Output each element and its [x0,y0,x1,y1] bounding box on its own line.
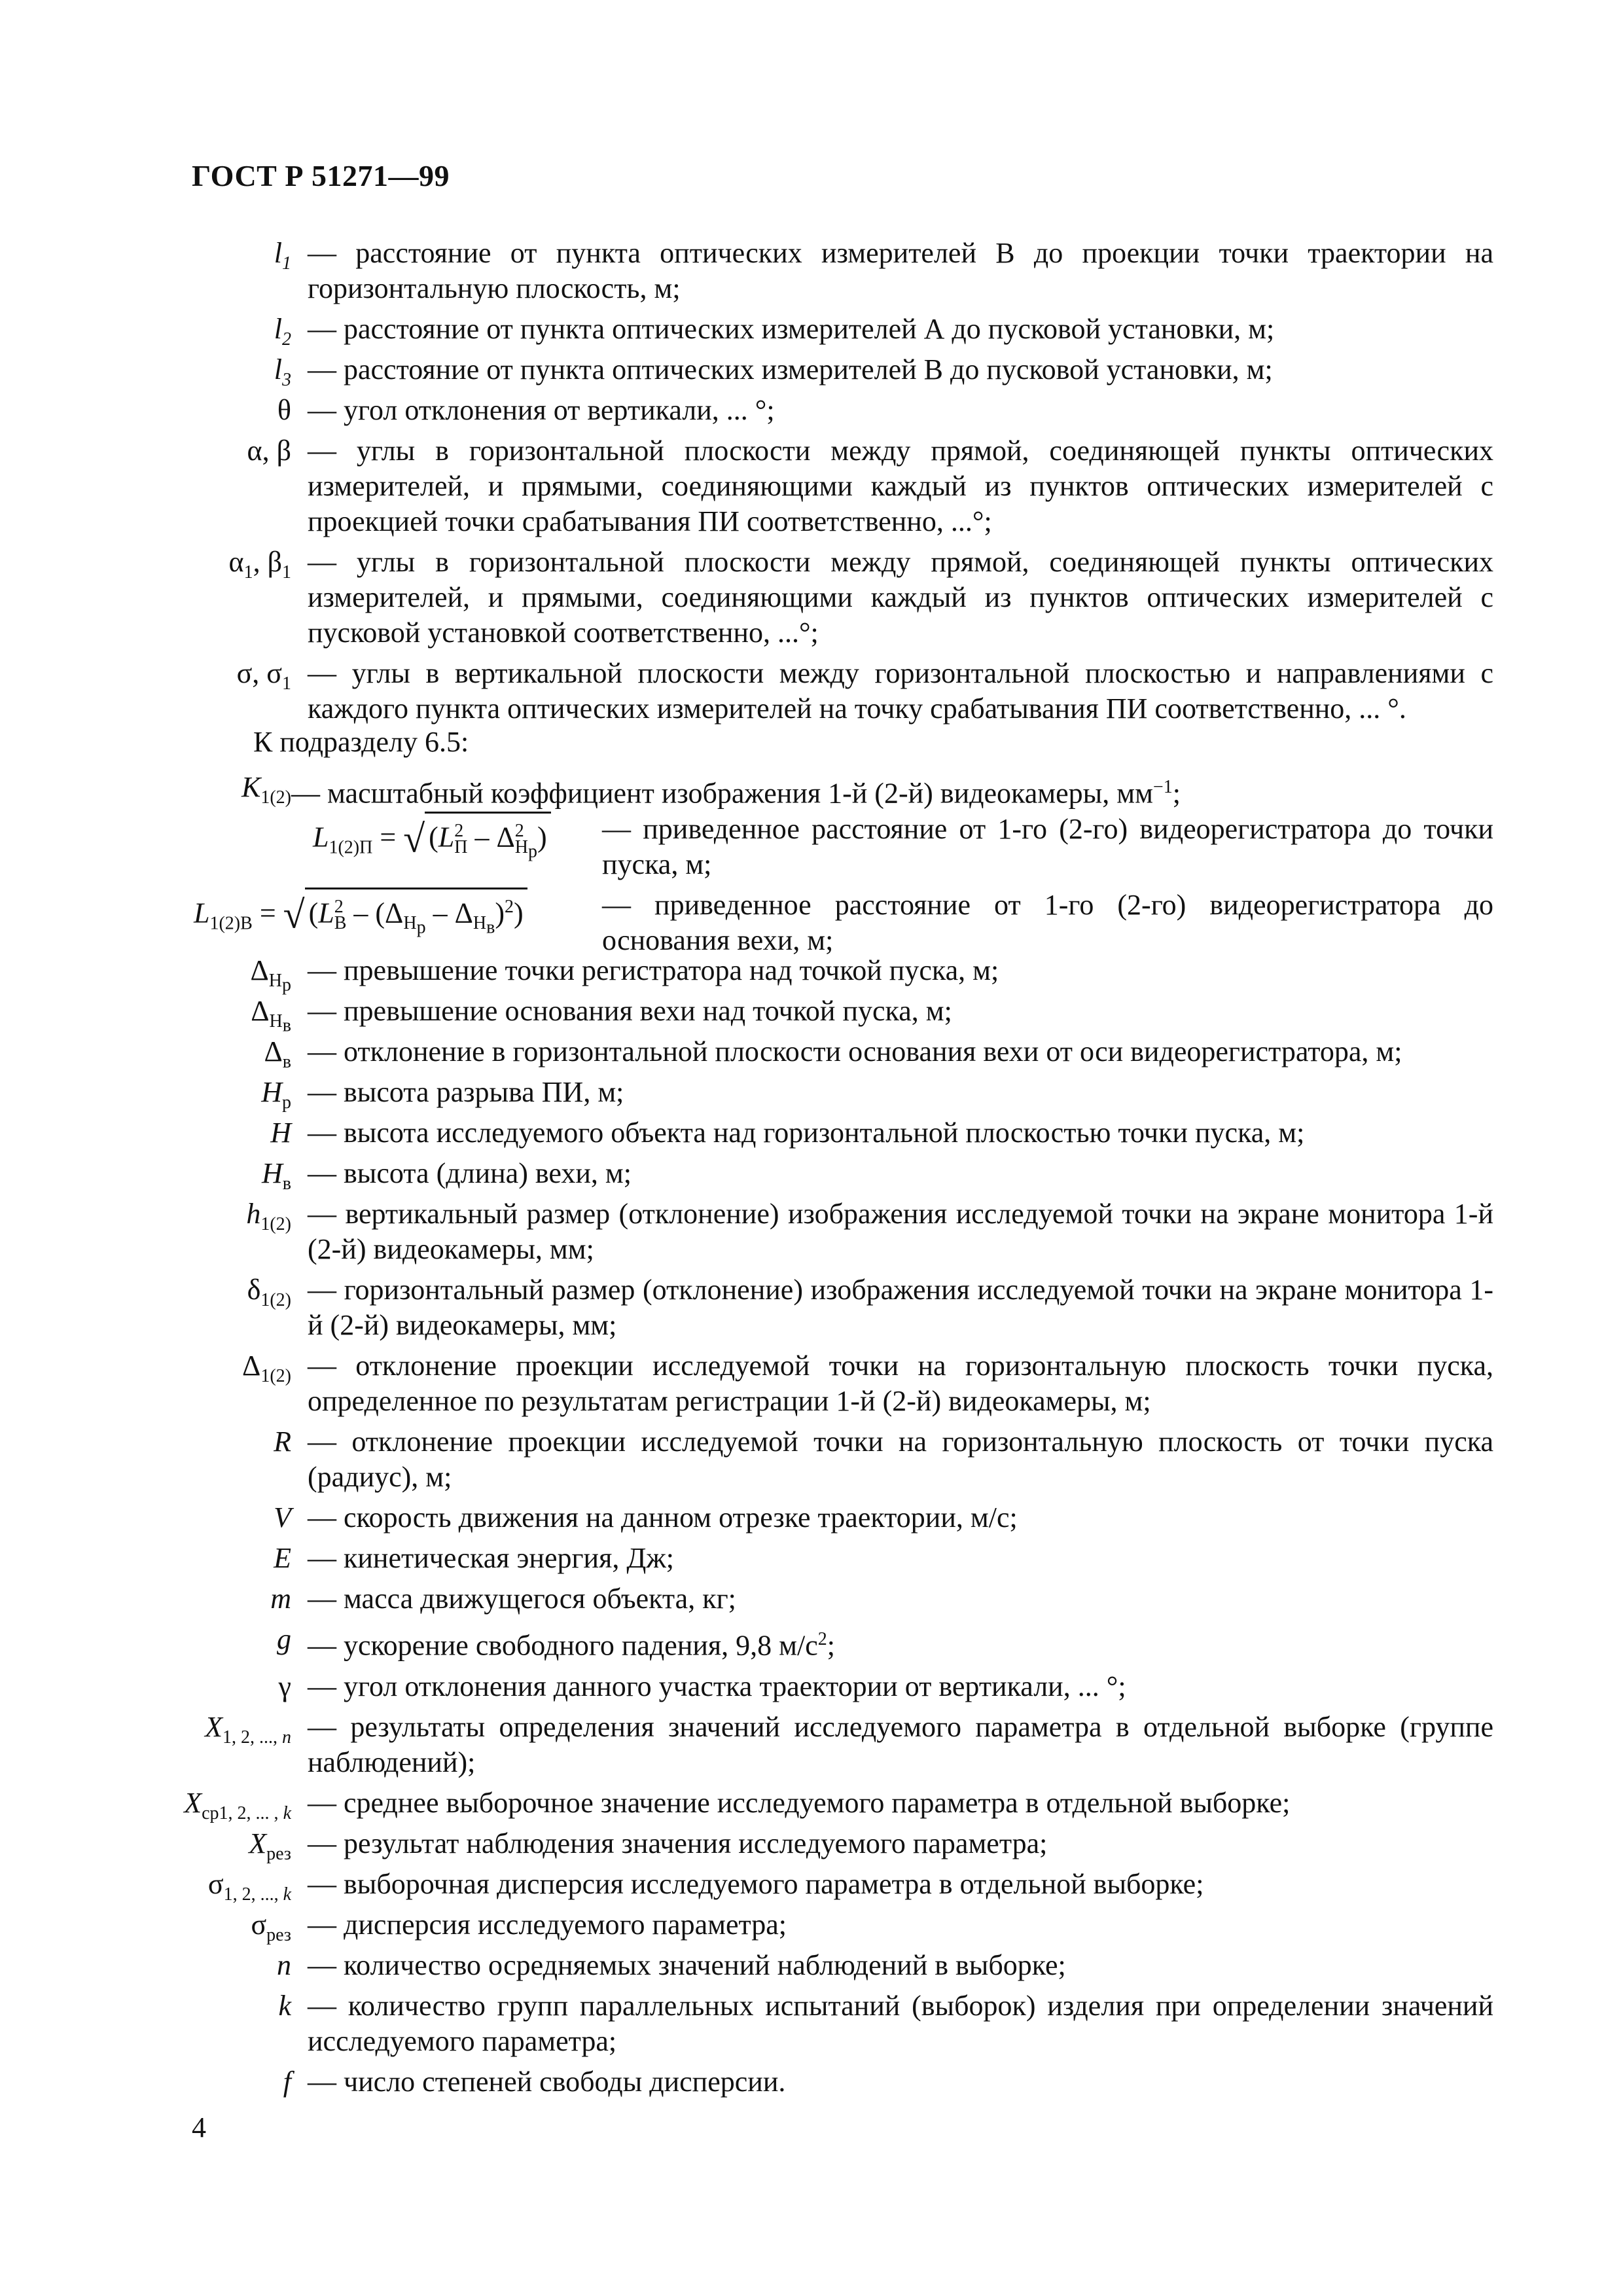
definition-item [0,1907,1623,1943]
definition-item [0,1500,1623,1535]
def-symbol: $\delta_{1(2)}$ [247,1274,291,1310]
definition-item [0,1988,1623,2059]
definitions-block-1 [0,236,1623,732]
def-text: — кинетическая энергия, Дж; [308,1542,674,1574]
definition-item [0,1034,1623,1072]
def-text: — количество групп параллельных испытаний (выборок) изделия при определении значений исследуемого параметра; [308,1989,1493,2057]
def-symbol: $\sigma_{рез}$ [251,1908,291,1945]
def-text: — отклонение проекции исследуемой точки на горизонтальную плоскость точки пуска, определенное по результатам регистрации 1-й (2-й) видеокамеры, м; [308,1350,1493,1417]
definition-item [0,1541,1623,1576]
definition-item [0,352,1623,390]
def-symbol: H [270,1117,291,1149]
definition-item [0,1867,1623,1905]
def-text: — расстояние от пункта оптических измерителей А до пусковой установки, м; [308,313,1275,345]
definition-item [0,1826,1623,1864]
def-text: — масса движущегося объекта, кг; [308,1583,736,1615]
def-symbol: α, β [247,435,291,467]
def-text: — отклонение проекции исследуемой точки на горизонтальную плоскость от точки пуска (радиус), м; [308,1426,1493,1493]
def-symbol: m [270,1583,291,1615]
def-symbol: σ, $\sigma_1$ [236,657,291,694]
def-symbol: $X_{рез}$ [249,1827,291,1864]
def-symbol: γ [278,1670,291,1702]
def-text: — высота разрыва ПИ, м; [308,1076,624,1108]
def-text: — угол отклонения данного участка траектории от вертикали, ... °; [308,1670,1126,1702]
definition-item [0,1785,1623,1821]
definition-item [0,1115,1623,1151]
def-text: — ускорение свободного падения, 9,8 $м/с^2$; [308,1629,835,1662]
definition-item [0,994,1623,1036]
definition-item [0,1669,1623,1704]
def-text: — высота исследуемого объекта над горизонтальной плоскостью точки пуска, м; [308,1117,1305,1149]
def-text: — отклонение в горизонтальной плоскости основания вехи от оси видеорегистратора, м; [308,1035,1402,1067]
page-number: 4 [192,2111,206,2144]
def-symbol: $\Delta_в$ [264,1035,291,1072]
def-text: — масштабный коэффициент изображения 1-й (2-й) видеокамеры, $мм^{-1}$; [291,777,1181,810]
definition-item [0,1196,1623,1267]
definition-item [0,656,1623,726]
def-symbol: k [278,1989,291,2022]
definition-item [0,545,1623,651]
def-symbol: $H_р$ [261,1076,291,1113]
def-symbol: $l_1$ [274,237,291,274]
def-text: — углы в горизонтальной плоскости между прямой, соединяющей пункты оптических измерителей, и прямыми, соединяющими каждый из пунктов оптических измерителей с пусковой установкой соответственно, ...°; [308,546,1493,649]
definition-item [0,1948,1623,1983]
def-text: — число степеней свободы дисперсии. [308,2065,786,2098]
def-text: — углы в вертикальной плоскости между горизонтальной плоскостью и направлениями с каждого пункта оптических измерителей на точку срабатывания ПИ соответственно, ... °. [308,657,1493,725]
def-symbol: R [274,1426,291,1458]
def-symbol: V [274,1501,291,1534]
def-symbol: $X_{1, 2, ..., n}$ [205,1710,291,1748]
section-title: К подразделу 6.5: [253,726,469,758]
def-text: — скорость движения на данном отрезке траектории, м/с; [308,1501,1018,1534]
def-text: — углы в горизонтальной плоскости между прямой, соединяющей пункты оптических измерителей, и прямыми, соединяющими каждый из пунктов оптических измерителей с проекцией точки срабатывания ПИ соответственно, ...°; [308,435,1493,537]
formula-l12p: $L_{1(2)П}$ = √ $(L^2_П - \Delta^2_{H_р})$ [313,812,551,870]
def-text: — горизонтальный размер (отклонение) изображения исследуемой точки на экране монитора 1-й (2-й) видеокамеры, мм; [308,1274,1493,1341]
def-symbol: θ [277,394,291,426]
def-text: — количество осредняемых значений наблюдений в выборке; [308,1948,1066,1981]
def-symbol: $K_{1(2)}$ [241,771,291,808]
definition-item [0,953,1623,996]
def-symbol: $h_{1(2)}$ [246,1198,291,1234]
def-text: — результат наблюдения значения исследуемого параметра; [308,1827,1048,1859]
def-symbol: $\alpha_1$, $\beta_1$ [228,546,291,583]
definition-item [0,1272,1623,1343]
def-text: — приведенное расстояние от 1-го (2-го) видеорегистратора до основания вехи, м; [602,889,1493,956]
def-symbol: $\Delta_{1(2)}$ [242,1350,291,1386]
def-symbol: $\sigma_{1, 2, ..., k}$ [207,1867,291,1905]
definition-item [0,1710,1623,1780]
definition-item [0,1622,1623,1664]
def-symbol: $\Delta_{H_в}$ [251,995,291,1036]
definition-item [0,2064,1623,2100]
def-symbol: n [277,1948,291,1981]
def-symbol: E [274,1542,291,1574]
def-text: — приведенное расстояние от 1-го (2-го) видеорегистратора до точки пуска, м; [602,813,1493,880]
def-symbol: $H_в$ [261,1157,291,1194]
document-header: ГОСТ Р 51271—99 [192,159,450,192]
definition-item [0,236,1623,306]
def-text: — выборочная дисперсия исследуемого параметра в отдельной выборке; [308,1867,1204,1900]
def-text: — расстояние от пункта оптических измерителей В до пусковой установки, м; [308,353,1273,386]
def-text: — результаты определения значений исследуемого параметра в отдельной выборке (группе наблюдений); [308,1710,1493,1778]
def-text: — угол отклонения от вертикали, ... °; [308,394,775,426]
def-text: — высота (длина) вехи, м; [308,1157,632,1189]
definition-item [0,393,1623,428]
definitions-block-2 [0,953,1623,2105]
def-symbol: g [277,1623,291,1655]
definition-item [0,1581,1623,1617]
def-symbol: $X_{ср1, 2, ... , k}$ [184,1786,291,1823]
def-symbol: $\Delta_{H_р}$ [250,954,291,996]
definition-item [0,433,1623,539]
definition-item [0,1075,1623,1113]
def-text: — вертикальный размер (отклонение) изображения исследуемой точки на экране монитора 1-й (2-й) видеокамеры, мм; [308,1198,1493,1265]
def-symbol: $l_2$ [274,313,291,350]
definition-item [0,1348,1623,1419]
definition-item [0,1156,1623,1194]
def-text: — среднее выборочное значение исследуемого параметра в отдельной выборке; [308,1786,1291,1819]
def-text: — превышение основания вехи над точкой пуска, м; [308,995,952,1027]
def-symbol: $l_3$ [274,353,291,390]
def-text: — превышение точки регистратора над точкой пуска, м; [308,954,999,986]
definition-item [0,312,1623,350]
def-symbol: f [283,2065,291,2098]
def-text: — расстояние от пункта оптических измерителей В до проекции точки траектории на горизонтальную плоскость, м; [308,237,1493,304]
definition-item [0,1424,1623,1495]
formula-l12b: $L_{1(2)В}$ = √ $(L^2_В - (\Delta_{H_р} - \Delta_{H_в})^2)$ [194,888,527,946]
def-text: — дисперсия исследуемого параметра; [308,1908,787,1941]
